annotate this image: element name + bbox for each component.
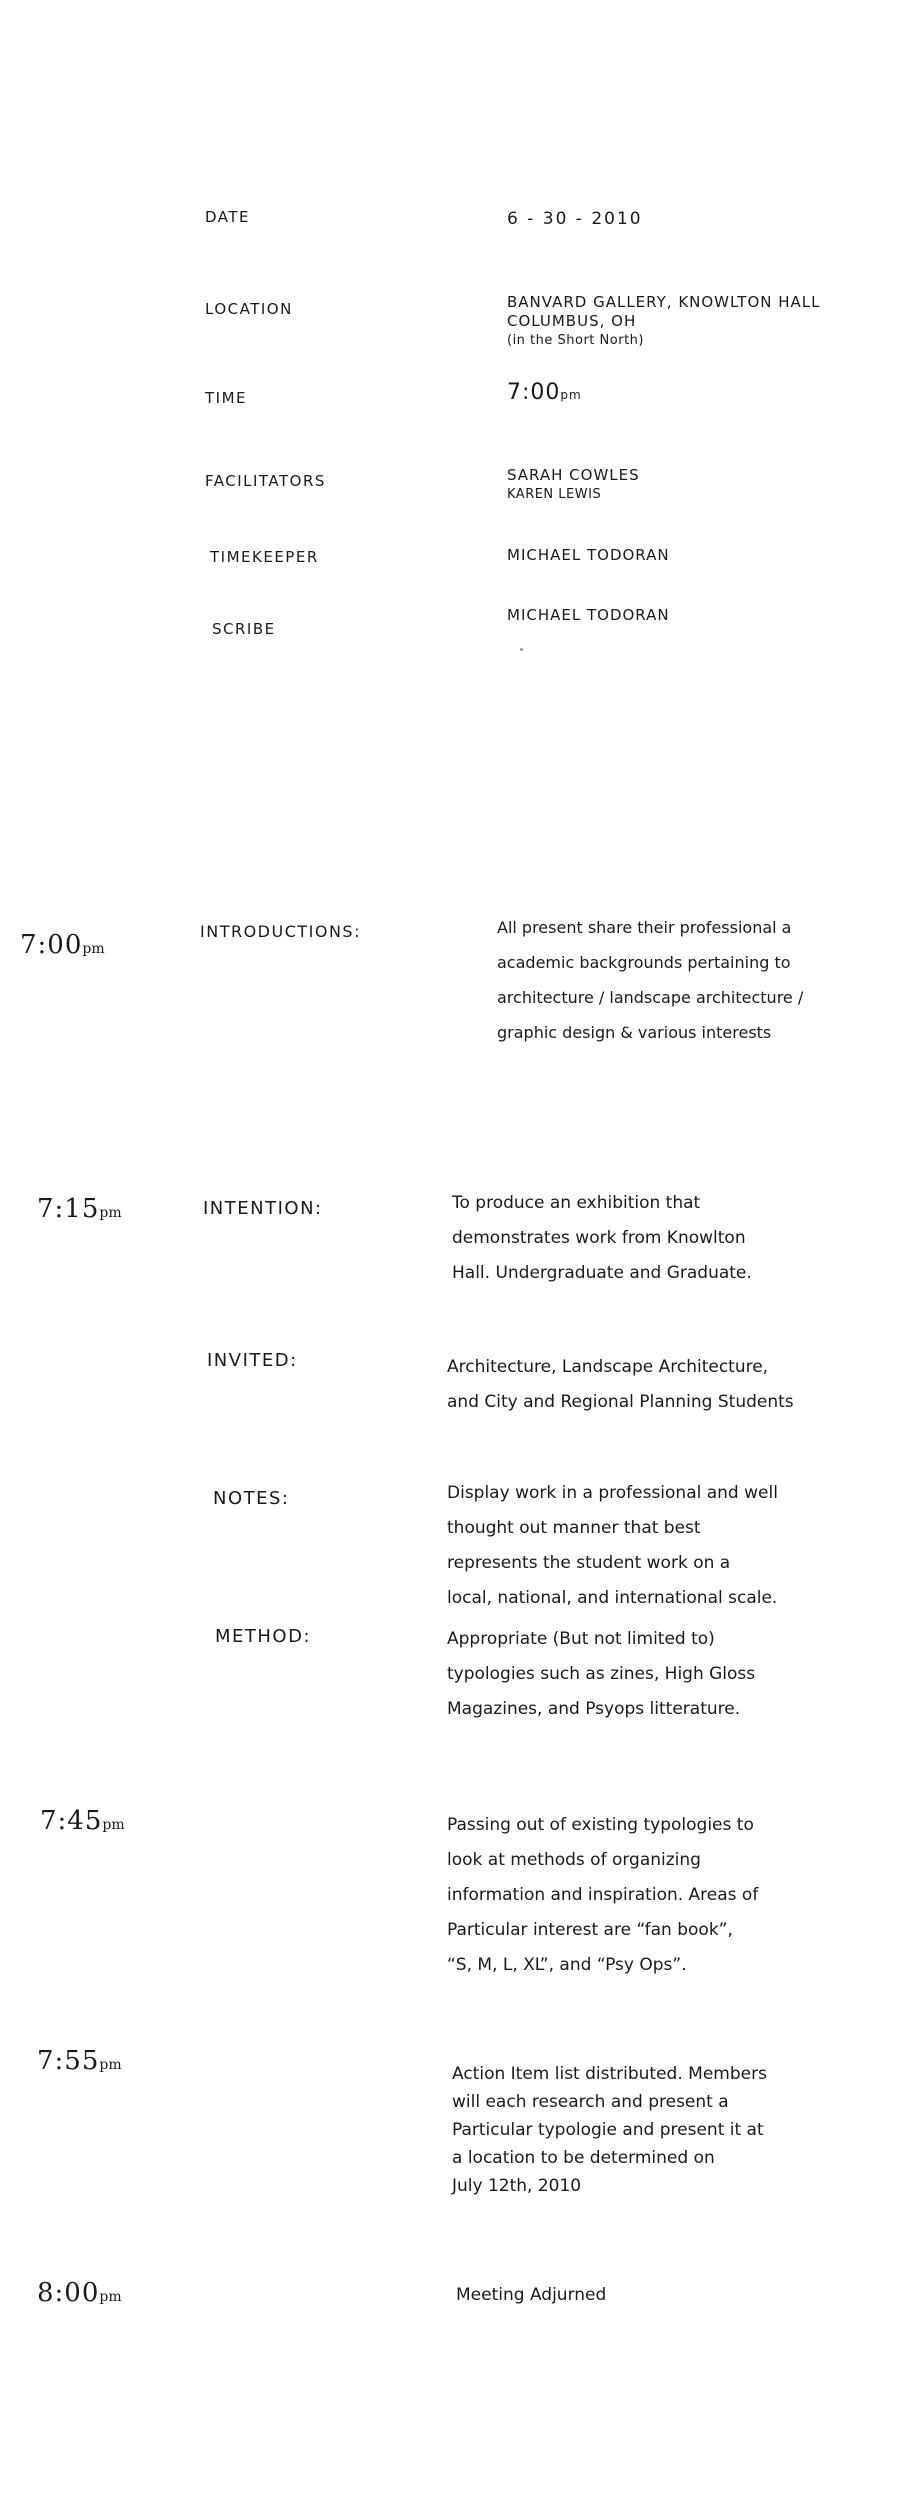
agenda-note-intention: To produce an exhibition that demonstrates work from Knowlton Hall. Undergraduate and Graduate. (452, 1193, 752, 1283)
scribe-value: MICHAEL TODORAN (507, 606, 670, 624)
agenda-note-notes: Display work in a professional and well thought out manner that best represents the student work on a local, national, and international scale. (447, 1483, 778, 1608)
facilitators-label: FACILITATORS (205, 472, 326, 490)
agenda-time: 8:00pm (37, 2278, 122, 2308)
agenda-label-method: METHOD: (215, 1626, 312, 1647)
agenda-note-introductions: All present share their professional a academic backgrounds pertaining to architecture / landscape architecture / graphic design & various interests (497, 918, 804, 1042)
agenda-label-introductions: INTRODUCTIONS: (200, 922, 361, 941)
agenda-label-invited: INVITED: (207, 1350, 298, 1371)
time-label: TIME (205, 389, 248, 407)
agenda-note-invited: Architecture, Landscape Architecture, and City and Regional Planning Students (447, 1357, 794, 1412)
agenda-time: 7:00pm (20, 930, 105, 960)
timekeeper-value: MICHAEL TODORAN (507, 546, 670, 564)
time-value-suffix: pm (560, 388, 582, 402)
location-value (507, 293, 821, 350)
location-label: LOCATION (205, 300, 293, 318)
agenda-time: 7:15pm (37, 1194, 122, 1224)
location-line-1: BANVARD GALLERY, KNOWLTON HALL (507, 293, 821, 311)
facilitator-name: SARAH COWLES (507, 466, 640, 484)
agenda-time: 7:45pm (40, 1806, 125, 1836)
date-value: 6 - 30 - 2010 (507, 209, 643, 229)
location-line-2: COLUMBUS, OH (507, 312, 637, 330)
timekeeper-label: TIMEKEEPER (210, 548, 319, 566)
date-label: DATE (205, 208, 251, 226)
agenda-note-adjourned: Meeting Adjurned (456, 2285, 607, 2305)
stray-mark (520, 648, 523, 651)
agenda-note-typologies: Passing out of existing typologies to look at methods of organizing information and inspiration. Areas of Particular interest are “fan book”, “S, M, L, XL”, and “Psy Ops”. (447, 1815, 759, 1975)
agenda-note-method: Appropriate (But not limited to) typologies such as zines, High Gloss Magazines, and Psyops litterature. (447, 1629, 756, 1719)
facilitators-value (507, 466, 640, 504)
facilitator-name: KAREN LEWIS (507, 487, 602, 502)
location-line-3: (in the Short North) (507, 333, 644, 348)
agenda-time: 7:55pm (37, 2046, 122, 2076)
agenda-label-intention: INTENTION: (203, 1198, 323, 1219)
agenda-label-notes: NOTES: (213, 1488, 290, 1509)
time-value-number: 7:00 (507, 380, 561, 405)
agenda-note-action-items: Action Item list distributed. Members will each research and present a Particular typologie and present it at a location to be determined on July 12th, 2010 (452, 2064, 767, 2196)
scribe-label: SCRIBE (212, 620, 276, 638)
time-value (507, 380, 582, 405)
